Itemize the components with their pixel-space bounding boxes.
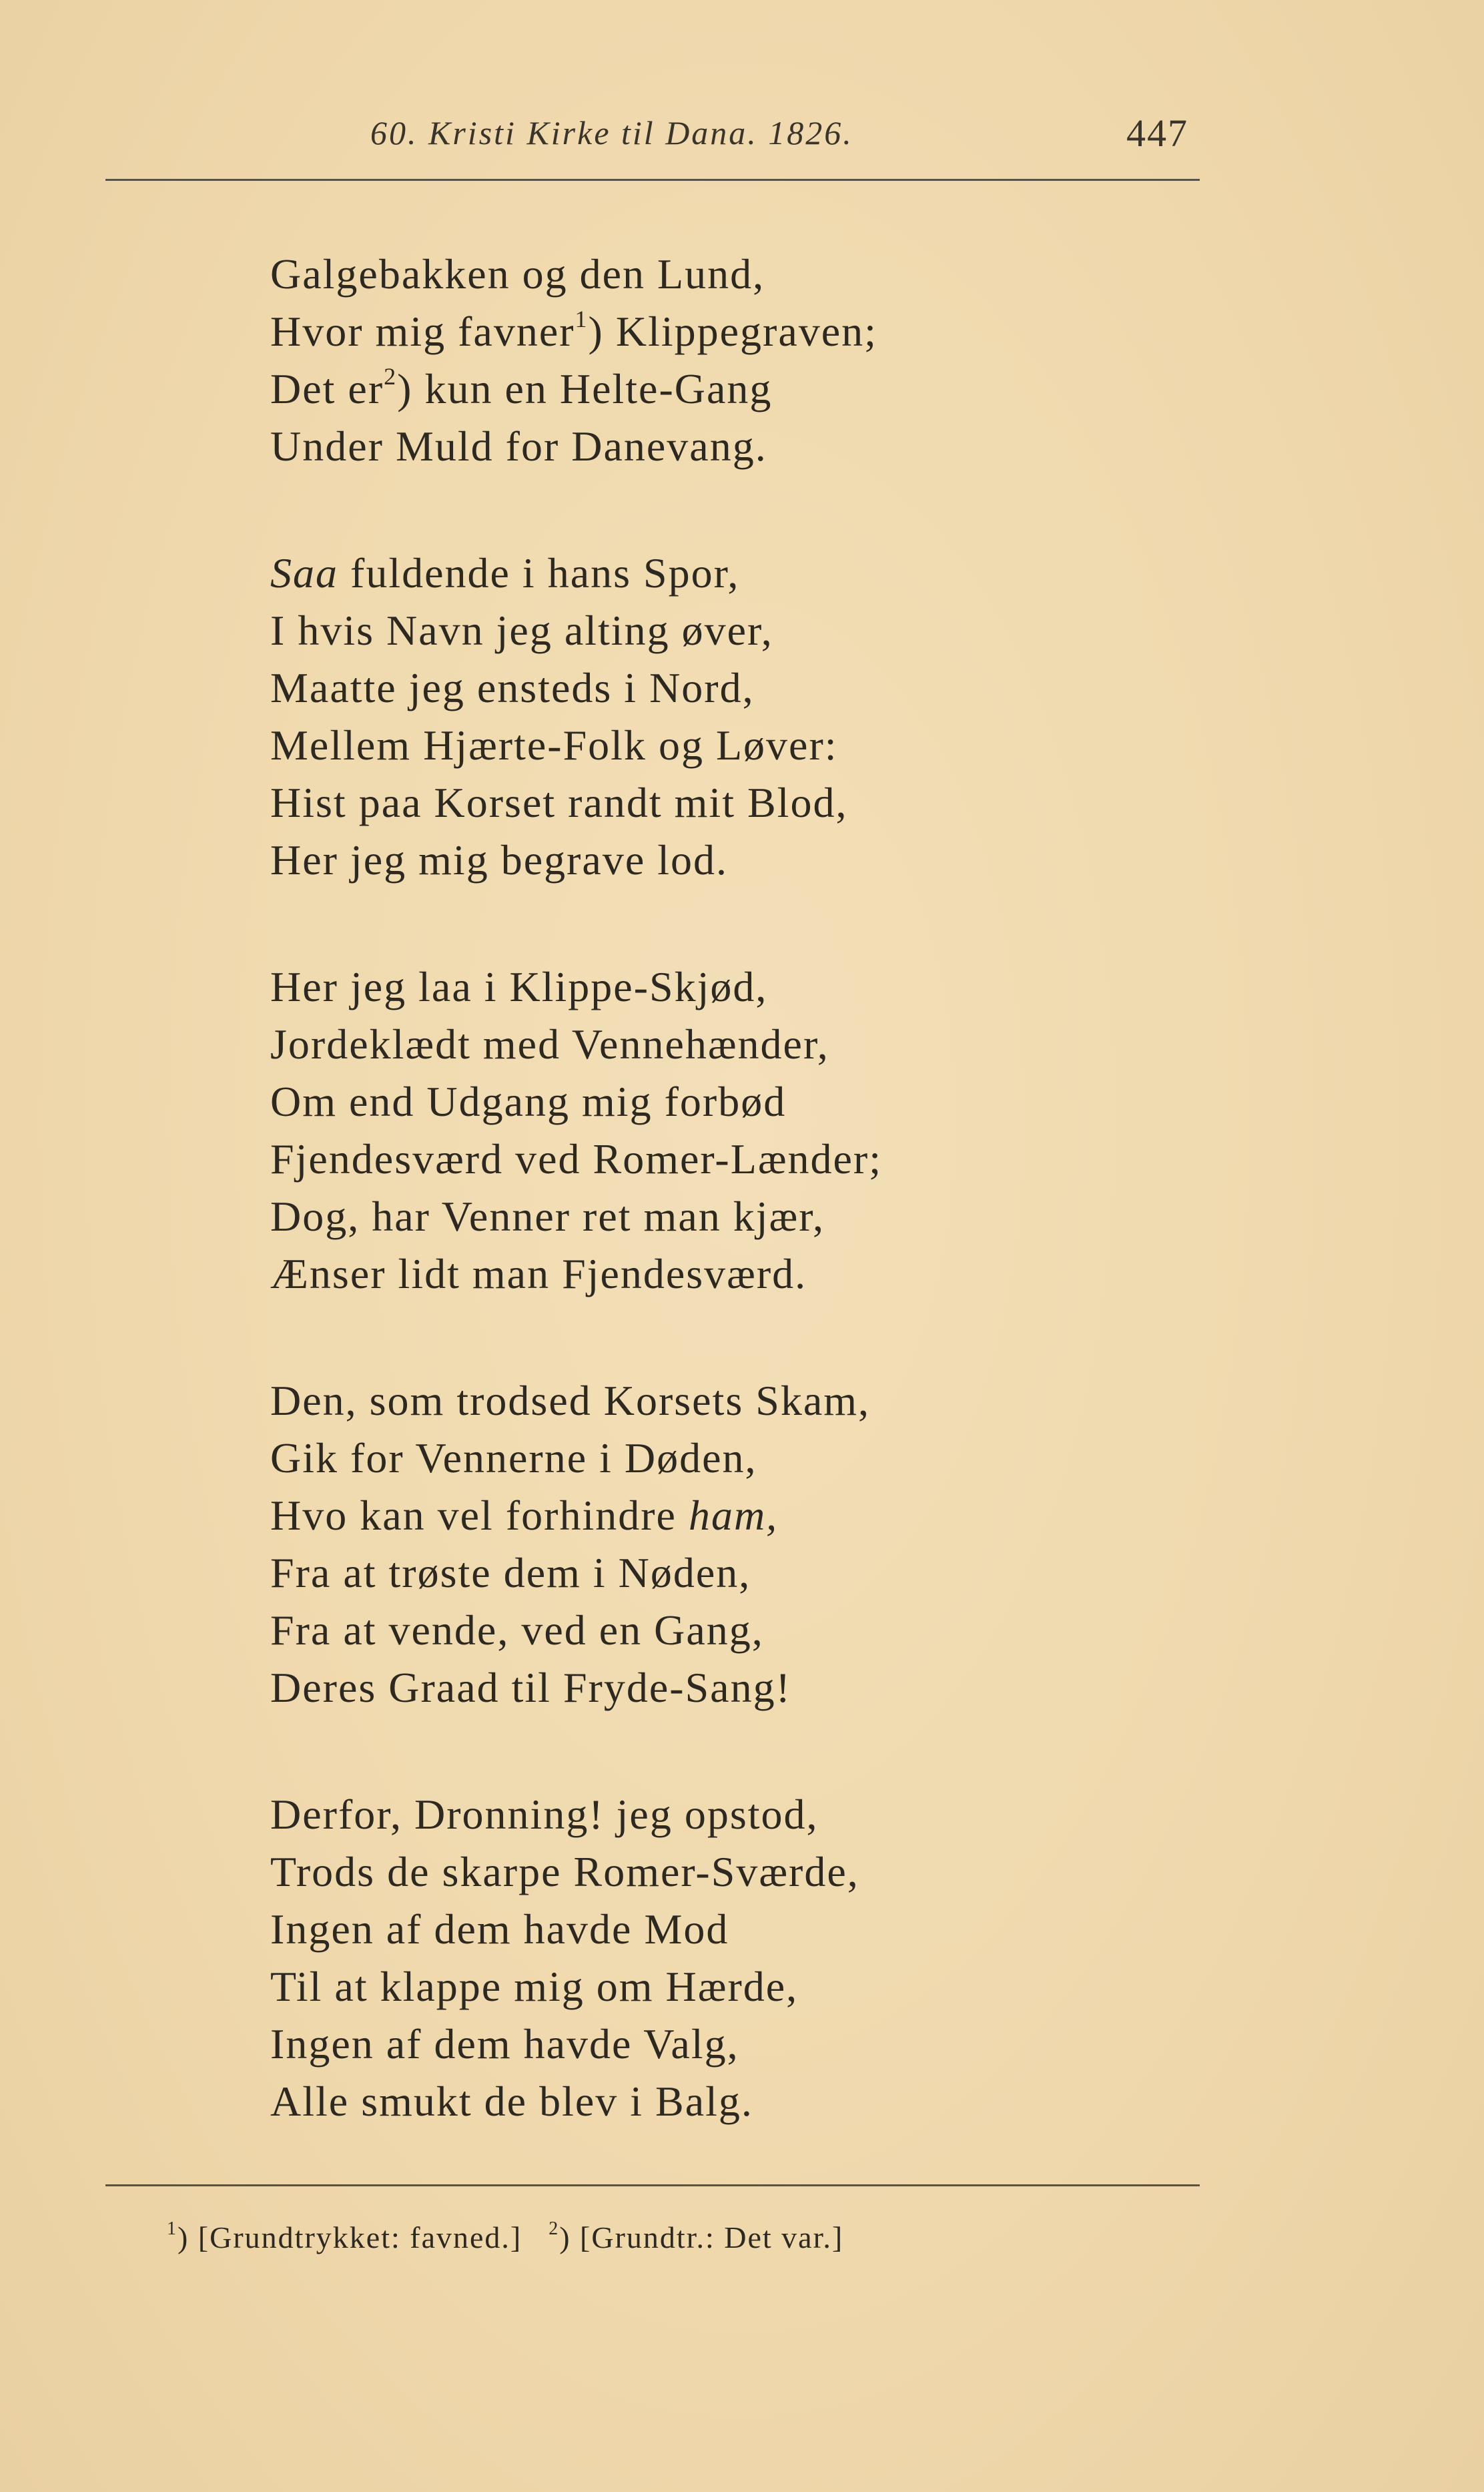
footnote-rule (105, 2184, 1200, 2186)
line-text: Alle smukt de blev i Balg. (270, 2078, 753, 2125)
poem-body (270, 246, 1311, 2200)
poem-line (270, 418, 1311, 475)
stanza (270, 545, 1311, 889)
line-text: Til at klappe mig om Hærde, (270, 1963, 799, 2010)
poem-line (270, 2073, 1311, 2130)
line-text: Om end Udgang mig forbød (270, 1078, 787, 1125)
line-text: Ænser lidt man Fjendesværd. (270, 1250, 807, 1297)
footnote (548, 2220, 843, 2255)
line-text: Ingen af dem havde Mod (270, 1905, 729, 1953)
stanza (270, 1372, 1311, 1717)
line-text: Deres Graad til Fryde-Sang! (270, 1664, 791, 1711)
header-rule (105, 179, 1200, 181)
footnote-text: ) [Grundtrykket: favned.] (177, 2220, 522, 2254)
poem-line (270, 832, 1311, 889)
line-text: Hvo kan vel forhindre (270, 1492, 689, 1539)
line-text: Her jeg mig begrave lod. (270, 836, 728, 884)
footnote-text: ) [Grundtr.: Det var.] (559, 2220, 844, 2254)
line-text: Dog, har Venner ret man kjær, (270, 1193, 825, 1240)
poem-line (270, 303, 1311, 360)
line-text: Ingen af dem havde Valg, (270, 2020, 739, 2068)
italic-text: ham, (688, 1492, 779, 1539)
line-text: fuldende i hans Spor, (338, 549, 740, 597)
stanza (270, 1786, 1311, 2130)
footnote-number: 2 (548, 2218, 560, 2239)
poem-line (270, 1958, 1311, 2015)
line-text: Gik for Vennerne i Døden, (270, 1434, 757, 1482)
poem-line (270, 1544, 1311, 1602)
poem-line (270, 1659, 1311, 1717)
poem-line (270, 246, 1311, 303)
line-text: ) kun en Helte-Gang (397, 365, 773, 412)
poem-line (270, 1131, 1311, 1188)
footnotes (167, 2220, 843, 2255)
page-number: 447 (1126, 111, 1188, 155)
line-text: Hist paa Korset randt mit Blod, (270, 779, 848, 826)
poem-line (270, 1372, 1311, 1430)
poem-line (270, 659, 1311, 717)
running-title: 60. Kristi Kirke til Dana. 1826. (370, 114, 853, 151)
footnote-marker: 2 (384, 363, 398, 390)
poem-line (270, 360, 1311, 418)
poem-line (270, 1073, 1311, 1131)
poem-line (270, 1843, 1311, 1901)
poem-line (270, 1188, 1311, 1245)
line-text: Maatte jeg ensteds i Nord, (270, 664, 755, 711)
line-text: Under Muld for Danevang. (270, 422, 767, 470)
footnote (167, 2220, 522, 2255)
poem-line (270, 1430, 1311, 1487)
poem-line (270, 545, 1311, 602)
poem-line (270, 1901, 1311, 1958)
line-text: Fjendesværd ved Romer-Lænder; (270, 1135, 882, 1183)
stanza (270, 246, 1311, 475)
line-text: Det er (270, 365, 384, 412)
poem-line (270, 1602, 1311, 1659)
line-text: Den, som trodsed Korsets Skam, (270, 1377, 871, 1424)
poem-line (270, 1786, 1311, 1843)
line-text: I hvis Navn jeg alting øver, (270, 607, 773, 654)
poem-line (270, 1016, 1311, 1073)
footnote-number: 1 (167, 2218, 177, 2239)
poem-line (270, 717, 1311, 774)
poem-line (270, 1245, 1311, 1303)
line-text: ) Klippegraven; (588, 308, 877, 355)
stanza (270, 958, 1311, 1303)
poem-line (270, 2015, 1311, 2073)
line-text: Fra at vende, ved en Gang, (270, 1606, 764, 1654)
line-text: Jordeklædt med Vennehænder, (270, 1020, 829, 1068)
italic-text: Saa (270, 549, 338, 597)
line-text: Hvor mig favner (270, 308, 575, 355)
running-head (0, 107, 1484, 167)
line-text: Trods de skarpe Romer-Sværde, (270, 1848, 859, 1895)
poem-line (270, 958, 1311, 1016)
line-text: Fra at trøste dem i Nøden, (270, 1549, 751, 1596)
poem-line (270, 1487, 1311, 1544)
line-text: Her jeg laa i Klippe-Skjød, (270, 963, 768, 1010)
poem-line (270, 774, 1311, 832)
line-text: Derfor, Dronning! jeg opstod, (270, 1791, 819, 1838)
line-text: Mellem Hjærte-Folk og Løver: (270, 721, 838, 769)
poem-line (270, 602, 1311, 659)
line-text: Galgebakken og den Lund, (270, 250, 765, 298)
footnote-marker: 1 (575, 306, 589, 332)
